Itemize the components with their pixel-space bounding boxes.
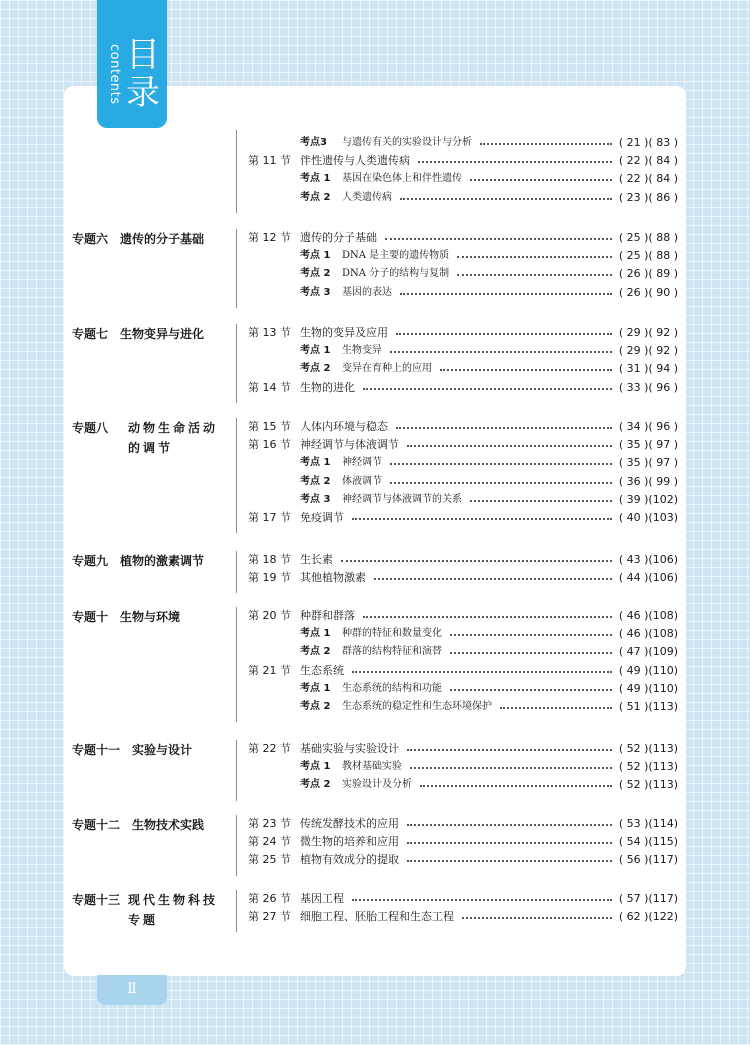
topic-number: 专题十 <box>72 610 109 624</box>
point-title-group <box>300 625 442 643</box>
page-ref: ( 35 )( 97 ) <box>618 438 678 452</box>
dot-leader <box>407 860 612 862</box>
section-row[interactable] <box>0 379 750 397</box>
dot-leader <box>470 179 612 181</box>
section-label: 第 16 节 <box>248 438 291 452</box>
topic-name: 遗传的分子基础 <box>120 232 205 246</box>
dot-leader <box>407 749 612 751</box>
section-row[interactable] <box>0 815 750 833</box>
point-title-group <box>300 776 412 794</box>
point-label: 考点 1 <box>300 250 331 262</box>
page-ref: ( 47 )(109) <box>618 645 678 659</box>
dot-leader <box>500 707 612 709</box>
topic-name: 实验与设计 <box>132 743 193 757</box>
dot-leader <box>396 333 612 335</box>
point-title-group <box>300 643 442 661</box>
point-title: 生物变异 <box>342 345 382 357</box>
page-ref: ( 40 )(103) <box>618 511 678 524</box>
point-label: 考点 1 <box>300 628 331 640</box>
dot-leader <box>400 198 612 200</box>
section-row[interactable] <box>0 551 750 569</box>
section-label: 第 25 节 <box>248 853 291 867</box>
dot-leader <box>450 652 612 654</box>
point-label: 考点 2 <box>300 191 331 203</box>
point-title-group <box>300 680 442 698</box>
topic-name: 现代生物科技专题 <box>128 893 219 927</box>
page-ref: ( 36 )( 99 ) <box>618 474 678 488</box>
section-row[interactable] <box>0 662 750 680</box>
point-row[interactable] <box>0 189 750 207</box>
section-title: 基因工程 <box>300 892 344 905</box>
section-label: 第 18 节 <box>248 553 291 566</box>
point-title: 实验设计及分析 <box>342 779 412 791</box>
dot-leader <box>457 256 612 258</box>
point-row[interactable] <box>0 625 750 643</box>
page-ref: ( 62 )(122) <box>618 910 678 924</box>
topic-name: 生物与环境 <box>120 610 181 624</box>
section-row[interactable] <box>0 324 750 342</box>
page-ref: ( 57 )(117) <box>618 892 678 905</box>
page-ref: ( 39 )(102) <box>618 492 678 506</box>
point-title: 神经调节 <box>342 457 382 469</box>
section-row[interactable] <box>0 833 750 851</box>
point-row[interactable] <box>0 284 750 302</box>
section-title: 基础实验与实验设计 <box>300 742 399 755</box>
point-title-group <box>300 189 392 207</box>
point-title-group <box>300 454 382 472</box>
point-label: 考点 2 <box>300 268 331 280</box>
section-label: 第 13 节 <box>248 326 291 339</box>
section-title: 人体内环境与稳态 <box>300 420 388 433</box>
section-title: 生态系统 <box>300 663 344 677</box>
point-row[interactable] <box>0 643 750 661</box>
section-label: 第 20 节 <box>248 609 291 622</box>
point-title-group <box>300 247 449 265</box>
section-title: 其他植物激素 <box>300 571 366 585</box>
page-ref: ( 29 )( 92 ) <box>618 344 678 358</box>
topic-name: 植物的激素调节 <box>120 554 205 568</box>
contents-label: contents <box>107 44 122 105</box>
topic-name: 动物生命活动的调节 <box>128 421 219 455</box>
page-ref: ( 34 )( 96 ) <box>618 420 678 433</box>
section-row[interactable] <box>0 436 750 454</box>
page-ref: ( 26 )( 90 ) <box>618 285 678 299</box>
point-row[interactable] <box>0 360 750 378</box>
topic-number: 专题七 <box>72 327 109 341</box>
dot-leader <box>462 917 612 919</box>
section-row[interactable] <box>0 607 750 625</box>
section-title: 传统发酵技术的应用 <box>300 817 399 830</box>
point-row[interactable] <box>0 473 750 491</box>
page-ref: ( 43 )(106) <box>618 553 678 566</box>
page-number: Ⅱ <box>127 981 137 997</box>
section-label: 第 15 节 <box>248 420 291 433</box>
dot-leader <box>385 238 612 240</box>
dot-leader <box>341 560 612 562</box>
point-title-group <box>300 360 432 378</box>
point-title: 教材基础实验 <box>342 761 402 773</box>
page-ref: ( 23 )( 86 ) <box>618 190 678 204</box>
page-ref: ( 46 )(108) <box>618 609 678 622</box>
page-ref: ( 52 )(113) <box>618 742 678 755</box>
page-ref: ( 21 )( 83 ) <box>618 136 678 149</box>
section-row[interactable] <box>0 152 750 170</box>
point-row[interactable] <box>0 491 750 509</box>
point-label: 考点 1 <box>300 345 331 357</box>
page-ref: ( 22 )( 84 ) <box>618 154 678 168</box>
point-title: 变异在育种上的应用 <box>342 363 432 375</box>
point-label: 考点 2 <box>300 475 331 487</box>
point-label: 考点 3 <box>300 286 331 298</box>
point-title: 生态系统的稳定性和生态环境保护 <box>342 701 492 712</box>
topic-name: 生物技术实践 <box>132 818 205 832</box>
point-title: 生态系统的结构和功能 <box>342 682 442 694</box>
section-title: 生物的变异及应用 <box>300 326 388 339</box>
section-label: 第 17 节 <box>248 511 291 524</box>
dot-leader <box>352 899 612 901</box>
dot-leader <box>470 500 612 502</box>
point-title-group <box>300 698 492 716</box>
section-label: 第 22 节 <box>248 742 291 755</box>
section-label: 第 21 节 <box>248 663 291 677</box>
point-label: 考点 2 <box>300 779 331 791</box>
point-title-group <box>300 758 402 776</box>
point-label: 考点 1 <box>300 761 331 773</box>
section-row[interactable] <box>0 851 750 869</box>
section-row[interactable] <box>0 229 750 247</box>
page-ref: ( 25 )( 88 ) <box>618 231 678 244</box>
section-label: 第 12 节 <box>248 231 291 244</box>
topic-number: 专题六 <box>72 232 109 246</box>
dot-leader <box>407 824 612 826</box>
dot-leader <box>420 785 612 787</box>
section-title: 生物的进化 <box>300 380 355 394</box>
topic-number: 专题十一 <box>72 743 121 757</box>
page-ref: ( 25 )( 88 ) <box>618 249 678 263</box>
point-title: 体液调节 <box>342 475 382 487</box>
point-title: 群落的结构特征和演替 <box>342 646 442 658</box>
section-row[interactable] <box>0 740 750 758</box>
point-title-group <box>300 473 382 491</box>
section-label: 第 24 节 <box>248 835 291 849</box>
point-label: 考点 3 <box>300 493 331 505</box>
page-ref: ( 56 )(117) <box>618 853 678 867</box>
page-ref: ( 53 )(114) <box>618 817 678 830</box>
dot-leader <box>390 463 612 465</box>
topic-number: 专题十二 <box>72 818 121 832</box>
dot-leader <box>396 427 612 429</box>
page-ref: ( 49 )(110) <box>618 663 678 677</box>
section-title: 细胞工程、胚胎工程和生态工程 <box>300 910 454 924</box>
point-row[interactable] <box>0 247 750 265</box>
point-title: 与遗传有关的实验设计与分析 <box>342 137 472 148</box>
page-ref: ( 54 )(115) <box>618 835 678 849</box>
dot-leader <box>450 634 612 636</box>
page-ref: ( 35 )( 97 ) <box>618 456 678 470</box>
section-label: 第 23 节 <box>248 817 291 830</box>
dot-leader <box>407 842 612 844</box>
point-title: 基因的表达 <box>342 286 392 298</box>
point-row[interactable] <box>0 454 750 472</box>
page-ref: ( 29 )( 92 ) <box>618 326 678 339</box>
section-label: 第 14 节 <box>248 380 291 394</box>
page-ref: ( 33 )( 96 ) <box>618 380 678 394</box>
section-title: 植物有效成分的提取 <box>300 853 399 867</box>
point-title-group <box>300 134 472 152</box>
section-label: 第 19 节 <box>248 571 291 585</box>
point-title: 种群的特征和数量变化 <box>342 628 442 640</box>
dot-leader <box>352 518 612 520</box>
point-label: 考点 1 <box>300 457 331 469</box>
section-label: 第 11 节 <box>248 154 291 168</box>
page-ref: ( 51 )(113) <box>618 700 678 713</box>
point-label: 考点3 <box>300 137 327 148</box>
dot-leader <box>363 388 612 390</box>
dot-leader <box>450 689 612 691</box>
page-ref: ( 52 )(113) <box>618 778 678 792</box>
point-title: DNA 分子的结构与复制 <box>342 268 450 280</box>
section-title: 微生物的培养和应用 <box>300 835 399 849</box>
page-ref: ( 22 )( 84 ) <box>618 172 678 186</box>
point-row[interactable] <box>0 776 750 794</box>
dot-leader <box>363 616 612 618</box>
point-title-group <box>300 284 392 302</box>
section-title: 遗传的分子基础 <box>300 231 377 244</box>
dot-leader <box>457 274 612 276</box>
topic-number: 专题九 <box>72 554 109 568</box>
point-label: 考点 1 <box>300 682 331 694</box>
section-title: 种群和群落 <box>300 609 355 622</box>
point-row[interactable] <box>0 170 750 188</box>
topic-number: 专题十三 <box>72 893 121 907</box>
dot-leader <box>374 578 612 580</box>
dot-leader <box>400 293 612 295</box>
section-title: 神经调节与体液调节 <box>300 438 399 452</box>
section-label: 第 26 节 <box>248 892 291 905</box>
page-ref: ( 49 )(110) <box>618 681 678 695</box>
page-ref: ( 44 )(106) <box>618 571 678 585</box>
point-label: 考点 2 <box>300 646 331 658</box>
dot-leader <box>440 369 612 371</box>
section-title: 免疫调节 <box>300 511 344 524</box>
point-label: 考点 2 <box>300 363 331 375</box>
page-ref: ( 31 )( 94 ) <box>618 362 678 376</box>
point-title-group <box>300 491 462 509</box>
page-ref: ( 46 )(108) <box>618 627 678 641</box>
point-title-group <box>300 265 449 283</box>
dot-leader <box>390 482 612 484</box>
section-title: 生长素 <box>300 553 333 566</box>
dot-leader <box>407 445 612 447</box>
dot-leader <box>410 767 612 769</box>
page-ref: ( 26 )( 89 ) <box>618 267 678 281</box>
section-title: 伴性遗传与人类遗传病 <box>300 154 410 168</box>
point-title-group <box>300 342 382 360</box>
topic-name: 生物变异与进化 <box>120 327 205 341</box>
point-label: 考点 2 <box>300 701 331 712</box>
point-label: 考点 1 <box>300 173 331 185</box>
section-label: 第 27 节 <box>248 910 291 924</box>
section-row[interactable] <box>0 569 750 587</box>
point-title-group <box>300 170 462 188</box>
section-row[interactable] <box>0 908 750 926</box>
point-title: 神经调节与体液调节的关系 <box>342 493 462 505</box>
point-row[interactable] <box>0 134 750 152</box>
point-row[interactable] <box>0 265 750 283</box>
dot-leader <box>390 351 612 353</box>
page-title: 目录 <box>126 35 160 113</box>
point-row[interactable] <box>0 680 750 698</box>
section-row[interactable] <box>0 418 750 436</box>
page-ref: ( 52 )(113) <box>618 760 678 774</box>
point-row[interactable] <box>0 698 750 716</box>
point-title: 基因在染色体上和伴性遗传 <box>342 173 462 185</box>
point-row[interactable] <box>0 758 750 776</box>
section-row[interactable] <box>0 509 750 527</box>
section-row[interactable] <box>0 890 750 908</box>
point-title: DNA 是主要的遗传物质 <box>342 250 450 262</box>
point-row[interactable] <box>0 342 750 360</box>
topic-number: 专题八 <box>72 421 109 435</box>
dot-leader <box>352 671 612 673</box>
point-title: 人类遗传病 <box>342 191 392 203</box>
dot-leader <box>418 161 612 163</box>
dot-leader <box>480 143 612 145</box>
